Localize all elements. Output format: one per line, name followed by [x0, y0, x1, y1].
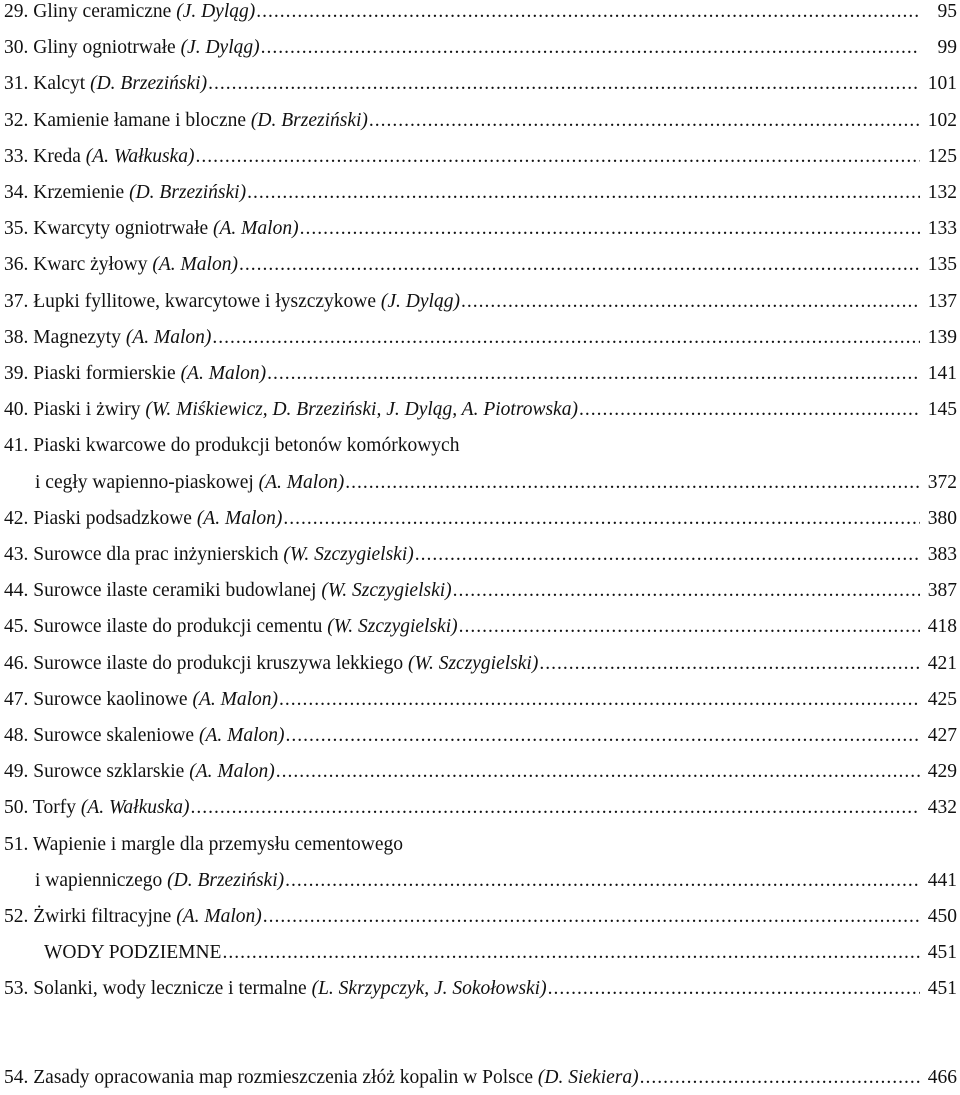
entry-title: Gliny ogniotrwałe	[33, 37, 176, 59]
entry-title: Surowce ilaste do produkcji kruszywa lekkiego	[33, 652, 404, 674]
dot-leader	[453, 580, 920, 602]
dot-leader	[345, 472, 920, 494]
dot-leader	[283, 508, 920, 530]
page-number: 451	[927, 978, 957, 1000]
entry-text	[4, 906, 262, 928]
entry-title: Kalcyt	[33, 73, 86, 95]
entry-author: (J. Dyląg)	[380, 290, 460, 312]
entry-text	[4, 797, 190, 819]
dot-leader	[286, 725, 920, 747]
page-number: 387	[927, 580, 957, 602]
dot-leader	[263, 906, 920, 928]
dot-leader	[212, 327, 920, 349]
entry-number: 50.	[4, 797, 29, 819]
entry-number: 49.	[4, 761, 29, 783]
page-number: 421	[927, 652, 957, 674]
entry-number: 51.	[4, 833, 29, 855]
entry-text	[4, 689, 278, 711]
entry-number: 41.	[4, 435, 29, 457]
entry-title: Kreda	[33, 145, 81, 167]
page-number: 418	[927, 616, 957, 638]
entry-author: (D. Siekiera)	[537, 1066, 639, 1088]
entry-text	[4, 37, 260, 59]
toc-entry	[4, 363, 957, 391]
entry-author: (A. Wałkuska)	[85, 145, 195, 167]
entry-title: Surowce dla prac inżynierskich	[33, 544, 279, 565]
entry-title: Piaski formierskie	[33, 363, 176, 384]
entry-author: (A. Wałkuska)	[80, 797, 190, 819]
entry-text	[4, 725, 285, 747]
entry-author: (W. Szczygielski)	[283, 544, 414, 565]
entry-number: 52.	[4, 906, 29, 927]
section-heading: WODY PODZIEMNE	[44, 942, 222, 964]
entry-author: (W. Szczygielski)	[327, 616, 458, 638]
entry-title: Zasady opracowania map rozmieszczenia złóż kopalin w Polsce	[33, 1066, 534, 1088]
dot-leader	[579, 399, 920, 421]
toc-entry	[4, 653, 957, 681]
entry-text	[4, 110, 368, 132]
entry-title: Kamienie łamane i bloczne	[33, 109, 247, 131]
entry-text	[4, 254, 238, 276]
dot-leader	[276, 761, 920, 783]
dot-leader	[208, 73, 920, 95]
toc-entry	[4, 1, 957, 29]
entry-author: (A. Malon)	[176, 906, 262, 927]
page-number: 429	[927, 761, 957, 783]
page-number: 95	[937, 1, 957, 22]
entry-title: Gliny ceramiczne	[33, 1, 172, 22]
entry-text	[4, 761, 275, 783]
entry-text	[4, 653, 538, 675]
toc-entry	[4, 327, 957, 355]
toc-entry	[4, 472, 957, 500]
entry-title: Piaski podsadzkowe	[33, 507, 192, 529]
entry-number: 34.	[4, 182, 29, 203]
dot-leader	[195, 146, 920, 168]
entry-author: (A. Malon)	[152, 254, 238, 276]
entry-title: Surowce ilaste do produkcji cementu	[33, 616, 323, 638]
dot-leader	[191, 797, 921, 819]
page-number: 380	[927, 507, 957, 529]
entry-title-continuation: i cegły wapienno-piaskowej	[35, 471, 254, 493]
toc-entry	[4, 399, 957, 427]
entry-text	[4, 472, 344, 494]
toc-entry	[4, 870, 957, 898]
entry-text	[4, 870, 284, 892]
toc-entry	[4, 978, 957, 1006]
toc-entry	[4, 942, 957, 970]
entry-title: Wapienie i margle dla przemysłu cementowego	[32, 833, 403, 855]
dot-leader	[459, 616, 920, 638]
entry-author: (A. Malon)	[125, 326, 212, 348]
entry-text	[4, 218, 299, 240]
dot-leader	[261, 37, 920, 59]
page-number: 383	[927, 544, 957, 565]
entry-author: (A. Malon)	[196, 507, 283, 529]
entry-number: 43.	[4, 544, 29, 565]
entry-text	[4, 1067, 639, 1089]
toc-entry	[4, 797, 957, 825]
page-number: 145	[927, 399, 957, 421]
page-number: 139	[927, 326, 957, 348]
entry-number: 36.	[4, 254, 29, 276]
entry-author: (W. Miśkiewicz, D. Brzeziński, J. Dyląg, A. Piotrowska)	[145, 399, 578, 421]
toc-entry-first-line	[4, 435, 459, 463]
page-number: 372	[927, 471, 957, 493]
page-number: 101	[927, 73, 957, 95]
toc-entry	[4, 906, 957, 934]
page-number: 451	[927, 942, 957, 964]
entry-title: Łupki fyllitowe, kwarcytowe i łyszczykowe	[33, 290, 377, 312]
entry-text	[4, 146, 194, 168]
entry-text	[4, 544, 414, 566]
entry-title: Żwirki filtracyjne	[33, 906, 172, 927]
entry-title: Kwarc żyłowy	[33, 254, 148, 276]
entry-text	[4, 73, 207, 95]
entry-title: Piaski i żwiry	[33, 399, 141, 421]
page-number: 450	[927, 906, 957, 927]
entry-title: Kwarcyty ogniotrwałe	[33, 218, 209, 240]
entry-number: 30.	[4, 37, 29, 59]
entry-number: 46.	[4, 652, 29, 674]
entry-author: (A. Malon)	[192, 688, 279, 710]
entry-title-continuation: i wapienniczego	[35, 869, 163, 891]
dot-leader	[548, 978, 920, 1000]
entry-number: 37.	[4, 290, 29, 312]
entry-title: Surowce szklarskie	[33, 761, 185, 783]
page-number: 137	[927, 290, 957, 312]
entry-text	[4, 616, 458, 638]
entry-text	[4, 291, 460, 313]
page-number: 125	[927, 145, 957, 167]
entry-number: 39.	[4, 363, 29, 384]
page-number: 102	[927, 109, 957, 131]
page-number: 99	[937, 37, 957, 59]
toc-entry	[4, 218, 957, 246]
entry-author: (D. Brzeziński)	[167, 869, 285, 891]
entry-title: Solanki, wody lecznicze i termalne	[33, 978, 307, 1000]
entry-author: (J. Dyląg)	[180, 37, 260, 59]
toc-entry	[4, 544, 957, 572]
dot-leader	[369, 110, 920, 132]
toc-entry	[4, 37, 957, 65]
toc-entry	[4, 73, 957, 101]
entry-author: (D. Brzeziński)	[90, 73, 208, 95]
dot-leader	[640, 1067, 920, 1089]
entry-number: 38.	[4, 326, 29, 348]
entry-author: (A. Malon)	[258, 471, 345, 493]
entry-text	[4, 942, 221, 964]
dot-leader	[267, 363, 920, 385]
toc-entry	[4, 689, 957, 717]
toc-entry	[4, 110, 957, 138]
dot-leader	[300, 218, 920, 240]
toc-entry	[4, 616, 957, 644]
dot-leader	[247, 182, 920, 204]
toc-entry	[4, 146, 957, 174]
page-number: 432	[927, 797, 957, 819]
entry-author: (J. Dyląg)	[176, 1, 256, 22]
dot-leader	[285, 870, 920, 892]
entry-text	[4, 580, 452, 602]
page-number: 132	[927, 182, 957, 203]
entry-number: 53.	[4, 978, 29, 1000]
page-number: 466	[927, 1066, 957, 1088]
entry-number: 48.	[4, 725, 29, 746]
dot-leader	[279, 689, 920, 711]
dot-leader	[415, 544, 920, 566]
toc-entry	[4, 291, 957, 319]
entry-text	[4, 978, 547, 1000]
page-number: 441	[927, 869, 957, 891]
entry-author: (W. Szczygielski)	[321, 580, 452, 602]
entry-number: 42.	[4, 507, 29, 529]
entry-title: Piaski kwarcowe do produkcji betonów komórkowych	[33, 435, 460, 457]
toc-entry	[4, 725, 957, 753]
dot-leader	[539, 653, 920, 675]
page-number: 133	[927, 218, 957, 240]
entry-title: Surowce kaolinowe	[33, 688, 188, 710]
entry-title: Magnezyty	[33, 326, 121, 348]
entry-number: 31.	[4, 73, 29, 95]
entry-author: (W. Szczygielski)	[408, 652, 539, 674]
entry-number: 33.	[4, 145, 29, 167]
entry-text	[4, 399, 578, 421]
entry-title: Surowce skaleniowe	[33, 725, 195, 746]
entry-text	[4, 327, 211, 349]
toc-entry	[4, 254, 957, 282]
entry-number: 45.	[4, 616, 29, 638]
toc-entry	[4, 182, 957, 210]
toc-entry	[4, 761, 957, 789]
entry-number: 54.	[4, 1066, 29, 1088]
toc-entry	[4, 580, 957, 608]
entry-title: Krzemienie	[33, 182, 125, 203]
dot-leader	[256, 1, 920, 23]
entry-number: 44.	[4, 580, 29, 602]
dot-leader	[461, 291, 920, 313]
page-number: 425	[927, 688, 957, 710]
entry-number: 32.	[4, 109, 29, 131]
entry-text	[4, 1, 255, 23]
entry-number: 47.	[4, 688, 29, 710]
entry-author: (A. Malon)	[198, 725, 285, 746]
page-number: 141	[927, 363, 957, 384]
entry-author: (A. Malon)	[180, 363, 267, 384]
toc-entry	[4, 1067, 957, 1095]
page-number: 135	[927, 254, 957, 276]
toc-entry-first-line	[4, 834, 403, 862]
entry-number: 35.	[4, 218, 29, 240]
page-number: 427	[927, 725, 957, 746]
entry-author: (A. Malon)	[213, 218, 299, 240]
entry-author: (L. Skrzypczyk, J. Sokołowski)	[311, 978, 547, 1000]
entry-text	[4, 508, 282, 530]
entry-author: (D. Brzeziński)	[250, 109, 368, 131]
entry-author: (A. Malon)	[189, 761, 275, 783]
entry-number: 40.	[4, 399, 29, 421]
entry-title: Torfy	[32, 797, 76, 819]
dot-leader	[239, 254, 920, 276]
entry-title: Surowce ilaste ceramiki budowlanej	[33, 580, 317, 602]
entry-text	[4, 363, 266, 385]
toc-entry	[4, 508, 957, 536]
entry-text	[4, 182, 246, 204]
entry-author: (D. Brzeziński)	[129, 182, 247, 203]
dot-leader	[222, 942, 920, 964]
entry-number: 29.	[4, 1, 29, 22]
